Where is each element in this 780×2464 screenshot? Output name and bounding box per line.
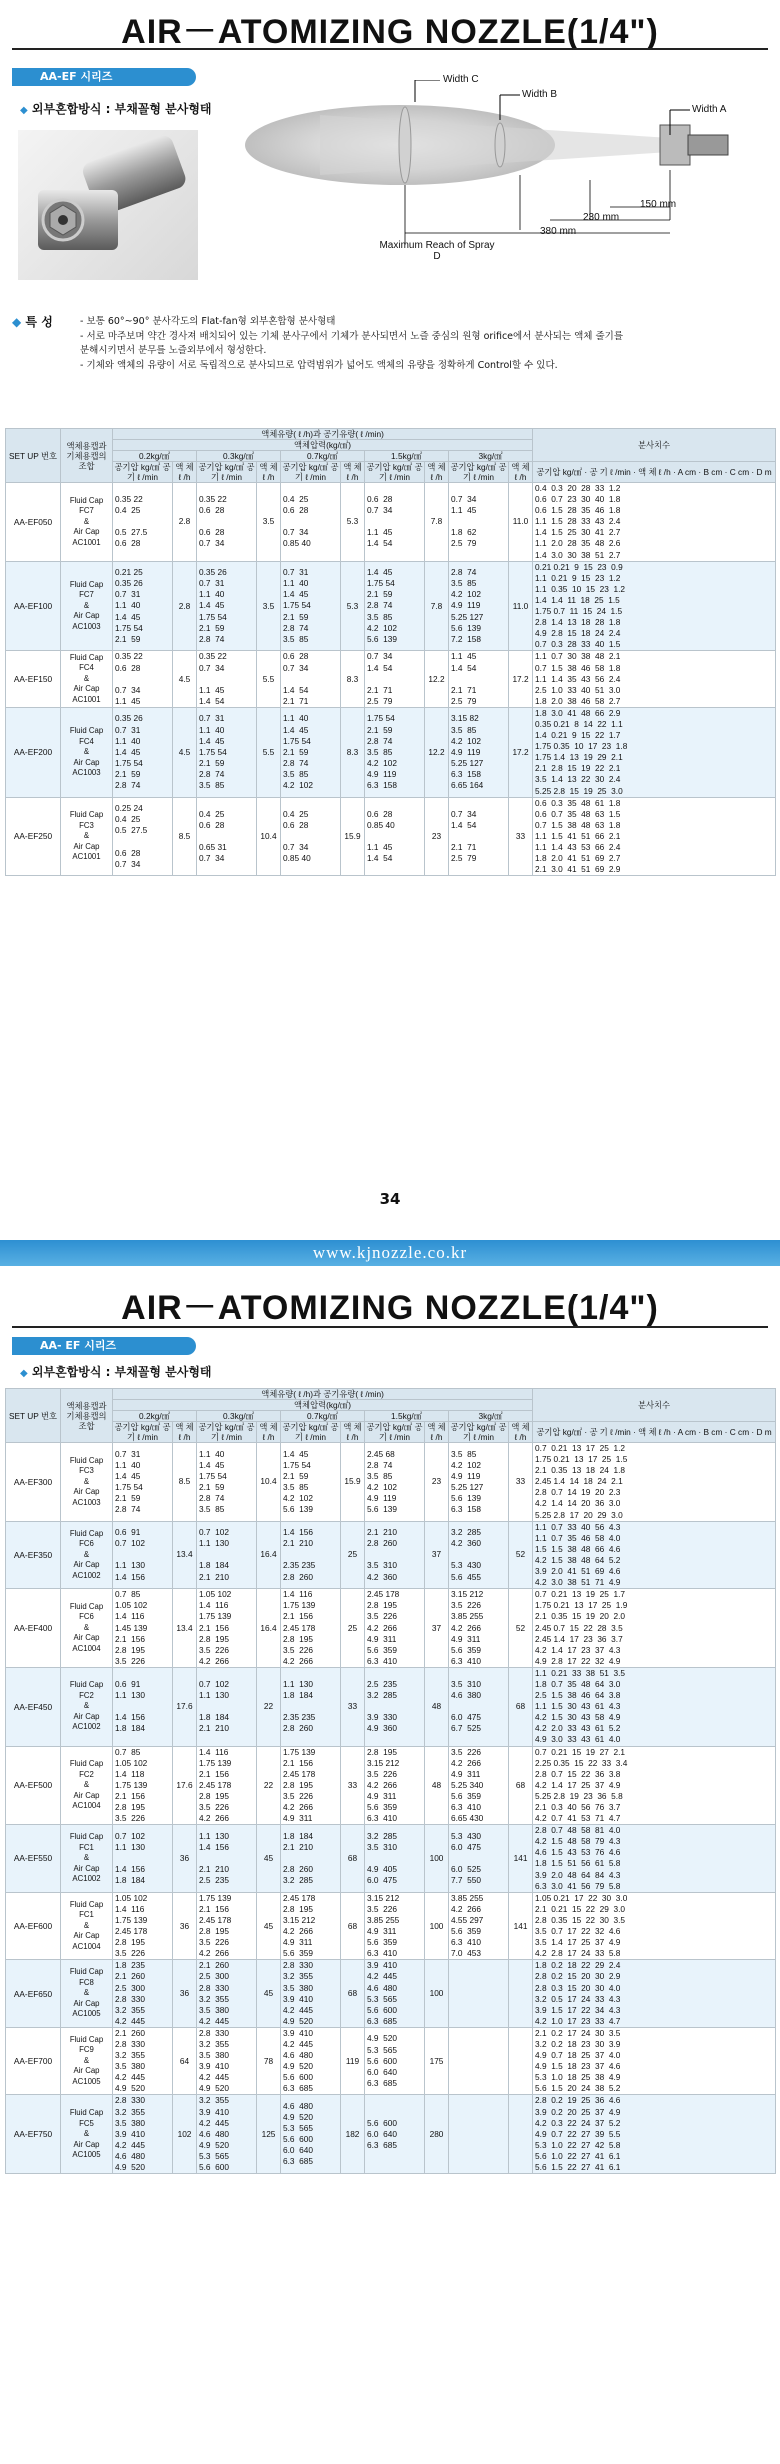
liquid-cell: 12.2 [425, 651, 449, 707]
flow-cell: 0.25 24 0.4 25 0.5 27.5 0.6 28 0.7 34 [113, 797, 173, 876]
flow-cell: 0.4 25 0.6 28 0.7 34 0.85 40 [281, 483, 341, 562]
th-p15: 1.5kg/㎠ [365, 1411, 449, 1422]
liquid-cell: 2.8 [173, 483, 197, 562]
reach-label [352, 240, 522, 262]
flow-cell: 3.5 85 4.2 102 4.9 119 5.25 127 5.6 139 6.3 158 [449, 1443, 509, 1522]
method-line-2 [20, 1363, 212, 1380]
th-liq: 액 체 ℓ /h [509, 462, 533, 483]
table-row [6, 1960, 776, 2028]
setup-cell: AA-EF550 [6, 1825, 61, 1893]
th-setup: SET UP 번호 [6, 1389, 61, 1443]
flow-cell [449, 2027, 509, 2095]
liquid-cell: 68 [509, 1746, 533, 1825]
liquid-cell: 45 [257, 1960, 281, 2028]
liquid-cell: 4.5 [173, 707, 197, 797]
th-airpq: 공기압 kg/㎠ 공 기 ℓ /min [366, 462, 423, 482]
flow-cell: 3.9 410 4.2 445 4.6 480 4.9 520 5.6 600 6.3 685 [281, 2027, 341, 2095]
diamond-icon: ◆ [20, 1368, 28, 1379]
method-line [20, 100, 212, 117]
th-pressure: 액체압력(kg/㎠) [113, 440, 533, 451]
th-combo: 액체용캡과 기체용캡의 조합 [61, 1389, 113, 1443]
liquid-cell: 23 [425, 1443, 449, 1522]
table-row [6, 1589, 776, 1668]
table-row [6, 1667, 776, 1746]
th-liq: 액 체 ℓ /h [257, 1422, 281, 1443]
spec-table-2 [5, 1388, 776, 2174]
setup-cell: AA-EF150 [6, 651, 61, 707]
title-rule [12, 48, 768, 50]
liquid-cell: 10.4 [257, 797, 281, 876]
th-airpq: 공기압 kg/㎠ 공 기 ℓ /min [198, 1422, 255, 1442]
th-liq: 액 체 ℓ /h [509, 1422, 533, 1443]
th-liq: 액 체 ℓ /h [425, 462, 449, 483]
th-p02: 0.2kg/㎠ [113, 451, 197, 462]
flow-cell: 0.7 102 1.1 130 1.8 184 2.1 210 [197, 1521, 257, 1589]
th-flow: 액체유량( ℓ /h)과 공기유량( ℓ /min) [113, 1389, 533, 1400]
liquid-cell: 13.4 [173, 1589, 197, 1668]
flow-cell: 1.8 184 2.1 210 2.8 260 3.2 285 [281, 1825, 341, 1893]
title-rule-2 [12, 1326, 768, 1328]
combo-cell: Fluid Cap FC4 & Air Cap AC1003 [61, 707, 113, 797]
liquid-cell: 119 [341, 2027, 365, 2095]
th-airpq: 공기압 kg/㎠ 공 기 ℓ /min [198, 462, 255, 482]
flow-cell: 0.7 31 1.1 40 1.4 45 1.75 54 2.1 59 2.8 74 [113, 1443, 173, 1522]
th-setup: SET UP 번호 [6, 429, 61, 483]
combo-cell: Fluid Cap FC1 & Air Cap AC1004 [61, 1892, 113, 1960]
flow-cell: 1.1 40 1.4 45 1.75 54 2.1 59 2.8 74 3.5 85 [197, 1443, 257, 1522]
liquid-cell: 23 [425, 797, 449, 876]
th-p3: 3kg/㎠ [449, 451, 533, 462]
flow-cell: 3.9 410 4.2 445 4.6 480 5.3 565 5.6 600 6.3 685 [365, 1960, 425, 2028]
liquid-cell: 25 [341, 1521, 365, 1589]
flow-cell: 1.4 116 1.75 139 2.1 156 2.45 178 2.8 195 3.5 226 4.2 266 [281, 1589, 341, 1668]
flow-cell: 1.75 139 2.1 156 2.45 178 2.8 195 3.5 226 4.2 266 [197, 1892, 257, 1960]
flow-cell: 2.1 260 2.5 300 2.8 330 3.2 355 3.5 380 4.2 445 [197, 1960, 257, 2028]
flow-cell: 0.7 85 1.05 102 1.4 116 1.45 139 2.1 156 2.8 195 3.5 226 [113, 1589, 173, 1668]
flow-cell: 1.75 54 2.1 59 2.8 74 3.5 85 4.2 102 4.9 119 6.3 158 [365, 707, 425, 797]
th-p02: 0.2kg/㎠ [113, 1411, 197, 1422]
flow-cell: 1.05 102 1.4 116 1.75 139 2.45 178 2.8 195 3.5 226 [113, 1892, 173, 1960]
setup-cell: AA-EF250 [6, 797, 61, 876]
th-airpq: 공기압 kg/㎠ 공 기 ℓ /min [450, 462, 507, 482]
table-row [6, 483, 776, 562]
flow-cell: 0.6 91 0.7 102 1.1 130 1.4 156 [113, 1521, 173, 1589]
flow-cell: 1.1 45 1.4 54 2.1 71 2.5 79 [449, 651, 509, 707]
combo-cell: Fluid Cap FC2 & Air Cap AC1004 [61, 1746, 113, 1825]
flow-cell: 3.5 226 4.2 266 4.9 311 5.25 340 5.6 359 6.3 410 6.65 430 [449, 1746, 509, 1825]
flow-cell: 3.15 212 3.5 226 3.85 255 4.2 266 4.9 311 5.6 359 6.3 410 [449, 1589, 509, 1668]
liquid-cell: 33 [341, 1667, 365, 1746]
setup-cell: AA-EF650 [6, 1960, 61, 2028]
liquid-cell: 100 [425, 1960, 449, 2028]
setup-cell: AA-EF350 [6, 1521, 61, 1589]
liquid-cell: 33 [341, 1746, 365, 1825]
dims-cell: 2.8 0.2 19 25 36 4.6 3.9 0.2 20 25 37 4.9 4.2 0.3 22 24 37 5.2 4.9 0.7 22 27 39 5.5 5.3 1.0 22 27 42 5.8 5.6 1.0 22 27 41 6.1 5.6 1.5 22 27 41 6.1 [533, 2095, 776, 2174]
table-row [6, 1443, 776, 1522]
table-row [6, 1521, 776, 1589]
dims-cell: 1.05 0.21 17 22 30 3.0 2.1 0.21 15 22 29 3.0 2.8 0.35 15 22 30 3.5 3.5 0.7 17 22 32 4.6 3.5 1.4 17 25 37 4.9 4.2 2.8 17 24 33 5.8 [533, 1892, 776, 1960]
setup-cell: AA-EF700 [6, 2027, 61, 2095]
liquid-cell: 16.4 [257, 1521, 281, 1589]
th-liq: 액 체 ℓ /h [425, 1422, 449, 1443]
liquid-cell: 64 [173, 2027, 197, 2095]
dims-cell: 1.8 3.0 41 48 66 2.9 0.35 0.21 8 14 22 1.1 1.4 0.21 9 15 22 1.7 1.75 0.35 10 17 23 1.8 1.75 1.4 13 19 29 2.1 2.1 2.8 15 19 22 2.1 3.5 1.4 13 22 30 2.4 5.25 2.8 15 19 25 3.0 [533, 707, 776, 797]
feature-line: - 기체와 액체의 유량이 서로 독립적으로 분사되므로 압력범위가 넓어도 액체의 유량을 정확하게 Control할 수 있다. [80, 359, 558, 371]
th-p07: 0.7kg/㎠ [281, 451, 365, 462]
liquid-cell: 48 [425, 1667, 449, 1746]
flow-cell: 0.6 91 1.1 130 1.4 156 1.8 184 [113, 1667, 173, 1746]
dims-cell: 0.21 0.21 9 15 23 0.9 1.1 0.21 9 15 23 1.2 1.1 0.35 10 15 23 1.2 1.4 1.4 11 18 25 1.5 1.75 0.7 11 15 24 1.5 2.8 1.4 13 18 28 1.8 4.9 2.8 15 18 24 2.4 0.7 0.3 28 33 40 1.5 [533, 561, 776, 651]
flow-cell: 4.9 520 5.3 565 5.6 600 6.0 640 6.3 685 [365, 2027, 425, 2095]
flow-cell: 0.4 25 0.6 28 0.65 31 0.7 34 [197, 797, 257, 876]
method-text: 외부혼합방식 : 부채꼴형 분사형태 [31, 102, 212, 116]
liquid-cell: 10.4 [257, 1443, 281, 1522]
combo-cell: Fluid Cap FC7 & Air Cap AC1003 [61, 561, 113, 651]
th-liq: 액 체 ℓ /h [257, 462, 281, 483]
combo-cell: Fluid Cap FC5 & Air Cap AC1005 [61, 2095, 113, 2174]
liquid-cell [509, 1960, 533, 2028]
combo-cell: Fluid Cap FC8 & Air Cap AC1005 [61, 1960, 113, 2028]
setup-cell: AA-EF200 [6, 707, 61, 797]
flow-cell: 2.5 235 3.2 285 3.9 330 4.9 360 [365, 1667, 425, 1746]
liquid-cell: 5.5 [257, 707, 281, 797]
flow-cell: 1.1 130 1.8 184 2.35 235 2.8 260 [281, 1667, 341, 1746]
flow-cell: 2.8 330 3.2 355 3.5 380 3.9 410 4.2 445 4.9 520 [197, 2027, 257, 2095]
flow-cell: 1.05 102 1.4 116 1.75 139 2.1 156 2.8 195 3.5 226 4.2 266 [197, 1589, 257, 1668]
liquid-cell: 5.3 [341, 483, 365, 562]
th-airpq: 공기압 kg/㎠ 공 기 ℓ /min [114, 1422, 171, 1442]
flow-cell: 5.6 600 6.0 640 6.3 685 [365, 2095, 425, 2174]
liquid-cell: 2.8 [173, 561, 197, 651]
combo-cell: Fluid Cap FC1 & Air Cap AC1002 [61, 1825, 113, 1893]
dims-cell: 1.8 0.2 18 22 29 2.4 2.8 0.2 15 20 30 2.9 2.8 0.3 15 20 30 4.0 3.2 0.5 17 24 33 4.3 3.9 1.5 17 22 34 4.3 4.2 1.0 17 23 33 4.7 [533, 1960, 776, 2028]
th-airpq: 공기압 kg/㎠ 공 기 ℓ /min [114, 462, 171, 482]
liquid-cell: 280 [425, 2095, 449, 2174]
liquid-cell: 100 [425, 1892, 449, 1960]
table-row [6, 2095, 776, 2174]
width-b-label: Width B [522, 89, 558, 100]
th-dimcols: 공기압 kg/㎠ · 공 기 ℓ /min · 액 체 ℓ /h · A cm · B cm · C cm · D m [533, 462, 776, 483]
table-row [6, 561, 776, 651]
table-row [6, 1892, 776, 1960]
flow-cell: 5.3 430 6.0 475 6.0 525 7.7 550 [449, 1825, 509, 1893]
page-title-2: AIR－ATOMIZING NOZZLE(1/4") [121, 1289, 659, 1327]
flow-cell: 0.7 34 1.4 54 2.1 71 2.5 79 [449, 797, 509, 876]
flow-cell: 0.35 22 0.6 28 0.7 34 1.1 45 [113, 651, 173, 707]
liquid-cell: 15.9 [341, 797, 365, 876]
liquid-cell: 3.5 [257, 561, 281, 651]
liquid-cell: 182 [341, 2095, 365, 2174]
liquid-cell: 52 [509, 1521, 533, 1589]
flow-cell: 1.8 235 2.1 260 2.5 300 2.8 330 3.2 355 4.2 445 [113, 1960, 173, 2028]
series-tab-2: AA- EF 시리즈 [12, 1337, 196, 1355]
flow-cell: 0.35 22 0.4 25 0.5 27.5 0.6 28 [113, 483, 173, 562]
flow-cell: 2.1 260 2.8 330 3.2 355 3.5 380 4.2 445 4.9 520 [113, 2027, 173, 2095]
liquid-cell: 17.2 [509, 707, 533, 797]
flow-cell: 2.8 195 3.15 212 3.5 226 4.2 266 4.9 311 5.6 359 6.3 410 [365, 1746, 425, 1825]
th-flow: 액체유량( ℓ /h)과 공기유량( ℓ /min) [113, 429, 533, 440]
flow-cell: 1.75 139 2.1 156 2.45 178 2.8 195 3.5 226 4.2 266 4.9 311 [281, 1746, 341, 1825]
th-airpq: 공기압 kg/㎠ 공 기 ℓ /min [282, 462, 339, 482]
liquid-cell: 17.6 [173, 1746, 197, 1825]
liquid-cell: 68 [341, 1892, 365, 1960]
flow-cell: 0.7 31 1.1 40 1.4 45 1.75 54 2.1 59 2.8 74 3.5 85 [197, 707, 257, 797]
liquid-cell: 8.5 [173, 797, 197, 876]
spec-table-1 [5, 428, 776, 876]
th-combo: 액체용캡과 기체용캡의 조합 [61, 429, 113, 483]
liquid-cell: 141 [509, 1825, 533, 1893]
liquid-cell: 17.2 [509, 651, 533, 707]
setup-cell: AA-EF450 [6, 1667, 61, 1746]
th-p03: 0.3kg/㎠ [197, 451, 281, 462]
liquid-cell: 11.0 [509, 483, 533, 562]
dims-cell: 0.7 0.21 15 19 27 2.1 2.25 0.35 15 22 33 3.4 2.8 0.7 15 22 36 3.8 4.2 1.4 17 25 37 4.9 5.25 2.8 19 23 36 5.8 2.1 0.3 40 56 76 3.7 4.2 0.7 41 53 71 4.7 [533, 1746, 776, 1825]
combo-cell: Fluid Cap FC3 & Air Cap AC1003 [61, 1443, 113, 1522]
liquid-cell: 7.8 [425, 561, 449, 651]
liquid-cell: 22 [257, 1746, 281, 1825]
th-liq: 액 체 ℓ /h [173, 462, 197, 483]
th-dimcols: 공기압 kg/㎠ · 공 기 ℓ /min · 액 체 ℓ /h · A cm · B cm · C cm · D m [533, 1422, 776, 1443]
flow-cell [449, 2095, 509, 2174]
flow-cell: 0.35 26 0.7 31 1.1 40 1.4 45 1.75 54 2.1 59 2.8 74 [113, 707, 173, 797]
flow-cell: 0.6 28 0.7 34 1.4 54 2.1 71 [281, 651, 341, 707]
liquid-cell: 22 [257, 1667, 281, 1746]
combo-cell: Fluid Cap FC7 & Air Cap AC1001 [61, 483, 113, 562]
flow-cell: 3.85 255 4.2 266 4.55 297 5.6 359 6.3 410 7.0 453 [449, 1892, 509, 1960]
flow-cell [449, 1960, 509, 2028]
method-text: 외부혼합방식 : 부채꼴형 분사형태 [31, 1365, 212, 1379]
combo-cell: Fluid Cap FC6 & Air Cap AC1002 [61, 1521, 113, 1589]
setup-cell: AA-EF400 [6, 1589, 61, 1668]
liquid-cell: 45 [257, 1825, 281, 1893]
th-airpq: 공기압 kg/㎠ 공 기 ℓ /min [450, 1422, 507, 1442]
width-a-label: Width A [692, 104, 727, 115]
flow-cell: 2.8 330 3.2 355 3.5 380 3.9 410 4.2 445 4.6 480 4.9 520 [113, 2095, 173, 2174]
dim-380-label: 380 mm [540, 226, 577, 237]
flow-cell: 3.5 310 4.6 380 6.0 475 6.7 525 [449, 1667, 509, 1746]
liquid-cell: 16.4 [257, 1589, 281, 1668]
combo-cell: Fluid Cap FC6 & Air Cap AC1004 [61, 1589, 113, 1668]
page-number: 34 [379, 1190, 401, 1208]
flow-cell: 0.35 22 0.7 34 1.1 45 1.4 54 [197, 651, 257, 707]
setup-cell: AA-EF050 [6, 483, 61, 562]
flow-cell: 2.8 74 3.5 85 4.2 102 4.9 119 5.25 127 5.6 139 7.2 158 [449, 561, 509, 651]
dim-150-label: 150 mm [640, 199, 677, 210]
liquid-cell: 5.5 [257, 651, 281, 707]
setup-cell: AA-EF300 [6, 1443, 61, 1522]
flow-cell: 2.45 68 2.8 74 3.5 85 4.2 102 4.9 119 5.6 139 [365, 1443, 425, 1522]
liquid-cell: 33 [509, 1443, 533, 1522]
flow-cell: 0.6 28 0.7 34 1.1 45 1.4 54 [365, 483, 425, 562]
page-title: AIR－ATOMIZING NOZZLE(1/4") [121, 13, 659, 51]
liquid-cell: 13.4 [173, 1521, 197, 1589]
liquid-cell [509, 2027, 533, 2095]
dims-cell: 1.1 0.21 33 38 51 3.5 1.8 0.7 35 48 64 3.0 2.5 1.5 38 46 64 3.8 1.1 1.5 30 43 61 4.3 4.2 1.5 30 43 58 4.9 4.2 2.0 33 43 61 5.2 4.9 3.0 33 43 61 4.0 [533, 1667, 776, 1746]
flow-cell: 2.45 178 2.8 195 3.5 226 4.2 266 4.9 311 5.6 359 6.3 410 [365, 1589, 425, 1668]
website-url[interactable]: www.kjnozzle.co.kr [0, 1240, 780, 1266]
liquid-cell: 37 [425, 1521, 449, 1589]
liquid-cell: 36 [173, 1892, 197, 1960]
liquid-cell: 25 [341, 1589, 365, 1668]
liquid-cell: 8.5 [173, 1443, 197, 1522]
dims-cell: 0.7 0.21 13 17 25 1.2 1.75 0.21 13 17 25 1.5 2.1 0.35 13 18 24 1.8 2.45 1.4 14 18 24 2.1 2.8 0.7 14 19 20 2.3 4.2 1.4 14 20 36 3.0 5.25 2.8 17 20 29 3.0 [533, 1443, 776, 1522]
dims-cell: 1.1 0.7 33 40 56 4.3 1.1 0.7 35 46 58 4.0 1.5 1.5 38 48 66 4.6 4.2 1.5 38 48 64 5.2 3.9 2.0 41 51 69 4.6 4.2 3.0 38 51 71 4.9 [533, 1521, 776, 1589]
features-title: 특 성 [25, 315, 53, 329]
reach-text: Maximum Reach of Spray [379, 240, 495, 251]
flow-cell: 0.7 85 1.05 102 1.4 118 1.75 139 2.1 156 2.8 195 3.5 226 [113, 1746, 173, 1825]
dim-230-label: 230 mm [583, 212, 620, 223]
features-text [80, 315, 770, 373]
flow-cell: 0.7 102 1.1 130 1.8 184 2.1 210 [197, 1667, 257, 1746]
table-row [6, 2027, 776, 2095]
liquid-cell: 8.3 [341, 651, 365, 707]
liquid-cell: 5.3 [341, 561, 365, 651]
dims-cell: 0.6 0.3 35 48 61 1.8 0.6 0.7 35 48 63 1.5 0.7 1.5 38 48 63 1.8 1.1 1.5 41 51 66 2.1 1.1 1.4 43 53 66 2.4 1.8 2.0 41 51 69 2.7 2.1 3.0 41 51 69 2.9 [533, 797, 776, 876]
flow-cell: 2.8 330 3.2 355 3.5 380 3.9 410 4.2 445 4.9 520 [281, 1960, 341, 2028]
flow-cell: 3.2 355 3.9 410 4.2 445 4.6 480 4.9 520 5.3 565 5.6 600 [197, 2095, 257, 2174]
th-airpq: 공기압 kg/㎠ 공 기 ℓ /min [282, 1422, 339, 1442]
liquid-cell: 78 [257, 2027, 281, 2095]
th-dims: 분사치수 [533, 1389, 776, 1422]
liquid-cell: 8.3 [341, 707, 365, 797]
setup-cell: AA-EF600 [6, 1892, 61, 1960]
flow-cell: 1.1 130 1.4 156 2.1 210 2.5 235 [197, 1825, 257, 1893]
liquid-cell: 68 [341, 1825, 365, 1893]
flow-cell: 0.6 28 0.85 40 1.1 45 1.4 54 [365, 797, 425, 876]
feature-line: 분해시키면서 분무를 노즐외부에서 형성한다. [80, 345, 267, 356]
flow-cell: 0.7 102 1.1 130 1.4 156 1.8 184 [113, 1825, 173, 1893]
liquid-cell: 17.6 [173, 1667, 197, 1746]
liquid-cell: 4.5 [173, 651, 197, 707]
combo-cell: Fluid Cap FC2 & Air Cap AC1002 [61, 1667, 113, 1746]
liquid-cell: 12.2 [425, 707, 449, 797]
liquid-cell: 36 [173, 1960, 197, 2028]
flow-cell: 0.35 22 0.6 28 0.6 28 0.7 34 [197, 483, 257, 562]
dims-cell: 1.1 0.7 30 38 48 2.1 0.7 1.5 38 46 58 1.8 1.1 1.4 35 43 56 2.4 2.5 1.0 33 40 51 3.0 1.8 2.0 38 46 58 2.7 [533, 651, 776, 707]
table-row [6, 1825, 776, 1893]
bullet-square-icon: ◆ [12, 315, 22, 329]
feature-line: - 보통 60°~90° 분사각도의 Flat-fan형 외부혼합형 분사형태 [80, 316, 336, 327]
combo-cell: Fluid Cap FC3 & Air Cap AC1001 [61, 797, 113, 876]
liquid-cell: 141 [509, 1892, 533, 1960]
setup-cell: AA-EF750 [6, 2095, 61, 2174]
liquid-cell: 68 [509, 1667, 533, 1746]
liquid-cell: 37 [425, 1589, 449, 1668]
features-label [12, 313, 53, 330]
nozzle-photo-icon [18, 130, 198, 280]
nozzle-photo [18, 130, 198, 280]
flow-cell: 3.2 285 4.2 360 5.3 430 5.6 455 [449, 1521, 509, 1589]
flow-cell: 1.4 45 1.75 54 2.1 59 3.5 85 4.2 102 5.6 139 [281, 1443, 341, 1522]
flow-cell: 0.4 25 0.6 28 0.7 34 0.85 40 [281, 797, 341, 876]
th-p03: 0.3kg/㎠ [197, 1411, 281, 1422]
liquid-cell: 125 [257, 2095, 281, 2174]
dims-cell: 0.4 0.3 20 28 33 1.2 0.6 0.7 23 30 40 1.8 0.6 1.5 28 35 46 1.8 1.1 1.5 28 33 43 2.4 1.4 1.5 25 30 41 2.7 1.1 2.0 28 35 48 2.6 1.4 3.0 30 38 51 2.7 [533, 483, 776, 562]
setup-cell: AA-EF500 [6, 1746, 61, 1825]
flow-cell: 4.6 480 4.9 520 5.3 565 5.6 600 6.0 640 6.3 685 [281, 2095, 341, 2174]
flow-cell: 2.45 178 2.8 195 3.15 212 4.2 266 4.9 311 5.6 359 [281, 1892, 341, 1960]
flow-cell: 3.2 285 3.5 310 4.9 405 6.0 475 [365, 1825, 425, 1893]
flow-cell: 0.7 31 1.1 40 1.4 45 1.75 54 2.1 59 2.8 74 3.5 85 [281, 561, 341, 651]
liquid-cell: 3.5 [257, 483, 281, 562]
flow-cell: 1.4 116 1.75 139 2.1 156 2.45 178 2.8 195 3.5 226 4.2 266 [197, 1746, 257, 1825]
flow-cell: 2.1 210 2.8 260 3.5 310 4.2 360 [365, 1521, 425, 1589]
flow-cell: 1.4 45 1.75 54 2.1 59 2.8 74 3.5 85 4.2 102 5.6 139 [365, 561, 425, 651]
liquid-cell: 175 [425, 2027, 449, 2095]
table-row [6, 1746, 776, 1825]
liquid-cell [509, 2095, 533, 2174]
th-airpq: 공기압 kg/㎠ 공 기 ℓ /min [366, 1422, 423, 1442]
liquid-cell: 15.9 [341, 1443, 365, 1522]
th-liq: 액 체 ℓ /h [341, 462, 365, 483]
flow-cell: 1.1 40 1.4 45 1.75 54 2.1 59 2.8 74 3.5 85 4.2 102 [281, 707, 341, 797]
combo-cell: Fluid Cap FC9 & Air Cap AC1005 [61, 2027, 113, 2095]
flow-cell: 1.4 156 2.1 210 2.35 235 2.8 260 [281, 1521, 341, 1589]
dims-cell: 2.8 0.7 48 58 81 4.0 4.2 1.5 48 58 79 4.3 4.6 1.5 43 53 76 4.6 1.8 1.5 51 56 61 5.8 3.9 2.0 48 64 84 4.3 6.3 3.0 41 56 79 5.8 [533, 1825, 776, 1893]
flow-cell: 0.35 26 0.7 31 1.1 40 1.4 45 1.75 54 2.1 59 2.8 74 [197, 561, 257, 651]
flow-cell: 0.7 34 1.4 54 2.1 71 2.5 79 [365, 651, 425, 707]
table-row [6, 797, 776, 876]
th-liq: 액 체 ℓ /h [341, 1422, 365, 1443]
flow-cell: 3.15 212 3.5 226 3.85 255 4.9 311 5.6 359 6.3 410 [365, 1892, 425, 1960]
diamond-icon: ◆ [20, 105, 28, 116]
liquid-cell: 68 [341, 1960, 365, 2028]
th-pressure: 액체압력(kg/㎠) [113, 1400, 533, 1411]
th-p3: 3kg/㎠ [449, 1411, 533, 1422]
flow-cell: 0.7 34 1.1 45 1.8 62 2.5 79 [449, 483, 509, 562]
liquid-cell: 45 [257, 1892, 281, 1960]
liquid-cell: 48 [425, 1746, 449, 1825]
th-p15: 1.5kg/㎠ [365, 451, 449, 462]
flow-cell: 0.21 25 0.35 26 0.7 31 1.1 40 1.4 45 1.75 54 2.1 59 [113, 561, 173, 651]
liquid-cell: 36 [173, 1825, 197, 1893]
setup-cell: AA-EF100 [6, 561, 61, 651]
combo-cell: Fluid Cap FC4 & Air Cap AC1001 [61, 651, 113, 707]
flow-cell: 3.15 82 3.5 85 4.2 102 4.9 119 5.25 127 6.3 158 6.65 164 [449, 707, 509, 797]
width-c-label: Width C [443, 74, 479, 85]
th-liq: 액 체 ℓ /h [173, 1422, 197, 1443]
table-row [6, 707, 776, 797]
liquid-cell: 102 [173, 2095, 197, 2174]
feature-line: - 서로 마주보며 약간 경사져 배치되어 있는 기체 분사구에서 기체가 분사되면서 노즐 중심의 원형 orifice에서 분사되는 액체 줄기를 [80, 330, 624, 342]
liquid-cell: 11.0 [509, 561, 533, 651]
th-dims: 분사치수 [533, 429, 776, 462]
liquid-cell: 7.8 [425, 483, 449, 562]
liquid-cell: 52 [509, 1589, 533, 1668]
table-row [6, 651, 776, 707]
reach-d: D [433, 251, 441, 262]
dims-cell: 0.7 0.21 13 19 25 1.7 1.75 0.21 13 17 25 1.9 2.1 0.35 15 19 20 2.0 2.45 0.7 15 22 28 3.5 2.45 1.4 17 23 36 3.7 4.2 1.4 17 23 37 4.3 4.9 2.8 17 22 32 4.9 [533, 1589, 776, 1668]
liquid-cell: 33 [509, 797, 533, 876]
liquid-cell: 100 [425, 1825, 449, 1893]
th-p07: 0.7kg/㎠ [281, 1411, 365, 1422]
series-tab: AA-EF 시리즈 [12, 68, 196, 86]
dims-cell: 2.1 0.2 17 24 30 3.5 3.2 0.2 18 23 30 3.9 4.9 0.7 18 25 37 4.0 4.9 1.5 18 23 37 4.6 5.3 1.0 18 25 38 4.9 5.6 1.5 20 24 38 5.2 [533, 2027, 776, 2095]
